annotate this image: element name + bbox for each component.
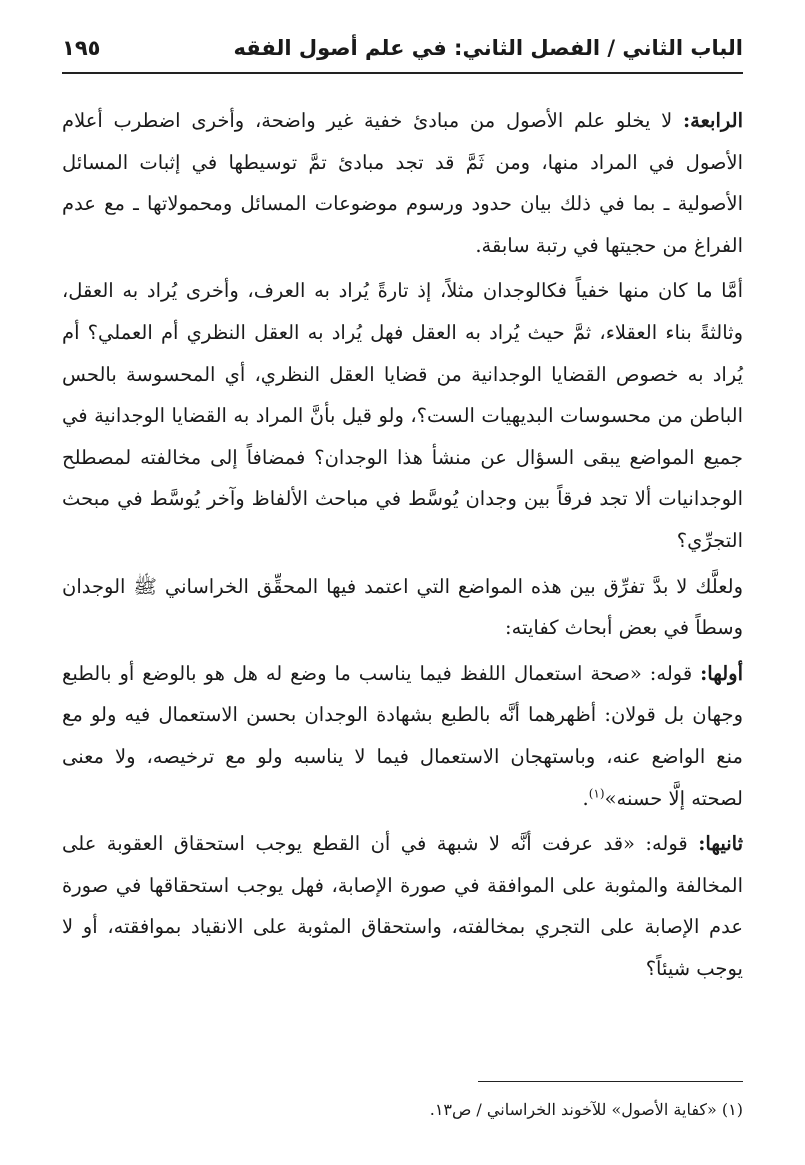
footnote-text: (١) «كفاية الأصول» للآخوند الخراساني / ص١٣.: [429, 1100, 743, 1119]
page-number: ١٩٥: [62, 36, 101, 60]
paragraph-text: قوله: «صحة استعمال اللفظ فيما يناسب ما وضع له هل هو بالوضع أو بالطبع وجهان بل قولان: أظهرهما أنَّه بالطبع بشهادة الوجدان بحسن الاستعمال فيه ولو مع منع الواضع عنه، وباستهجان الاستعمال فيما لا يناسبه ولو مع ترخيصه، ولا معنى لصحته إلَّا حسنه»: [62, 661, 743, 810]
paragraph-lead: ثانيها:: [698, 832, 743, 856]
paragraph: [62, 270, 743, 561]
body-text: [62, 100, 743, 993]
footnote-rule: [478, 1081, 743, 1082]
paragraph-end: .: [582, 786, 589, 810]
paragraph-lead: الرابعة:: [682, 109, 743, 132]
paragraph: [62, 653, 743, 819]
header-rule: [62, 72, 743, 74]
paragraph-text: لا يخلو علم الأصول من مبادئ خفية غير واضحة، وأخرى اضطرب أعلام الأصول في المراد منها، ومن ثَمَّ قد تجد مبادئ تمَّ توسيطها في إثبات المسائل الأصولية ـ بما في ذلك بيان حدود ورسوم موضوعات المسائل ومحمولاتها ـ مع عدم الفراغ من حجيتها في رتبة سابقة.: [62, 109, 743, 257]
footnote: [62, 1096, 743, 1124]
paragraph-text: ولعلَّك لا بدَّ تفرِّق بين هذه المواضع التي اعتمد فيها المحقِّق الخراساني ﷺ الوجدان وسطاً في بعض أبحاث كفايته:: [62, 574, 743, 640]
page-header: [62, 28, 743, 68]
paragraph: [62, 100, 743, 266]
paragraph-text: أمَّا ما كان منها خفياً فكالوجدان مثلاً، إذ تارةً يُراد به العرف، وأخرى يُراد به العقل، وثالثةً بناء العقلاء، ثمَّ حيث يُراد به العقل فهل يُراد به العقل النظري أم العملي؟ أم يُراد به خصوص القضايا الوجدانية من قضايا العقل النظري، أي المحسوسة بالحس الباطن من محسوسات البديهيات الست؟، ولو قيل بأنَّ المراد به القضايا الوجدانية في جميع المواضع يبقى السؤال عن منشأ هذا الوجدان؟ فمضافاً إلى مخالفته لمصطلح الوجدانيات ألا تجد فرقاً بين وجدان يُوسَّط في مباحث الألفاظ وآخر يُوسَّط في مبحث التجرِّي؟: [62, 279, 743, 552]
paragraph-lead: أولها:: [700, 661, 743, 685]
paragraph-text: قوله: «قد عرفت أنَّه لا شبهة في أن القطع يوجب استحقاق العقوبة على المخالفة والمثوبة على الموافقة في صورة الإصابة، فهل يوجب استحقاقها في صورة عدم الإصابة على التجري بمخالفته، واستحقاق المثوبة على الانقياد بموافقته، أو لا يوجب شيئاً؟: [62, 832, 743, 980]
running-title: الباب الثاني / الفصل الثاني: في علم أصول الفقه: [233, 36, 743, 60]
footnote-reference[interactable]: (١): [588, 786, 605, 800]
paragraph: [62, 566, 743, 649]
paragraph: [62, 823, 743, 989]
